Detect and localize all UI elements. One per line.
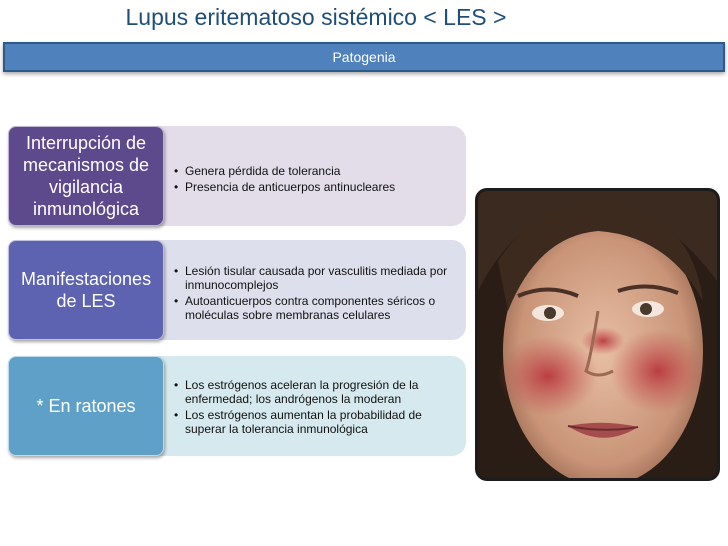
bullet-list xyxy=(174,378,456,438)
bullet-list xyxy=(174,264,456,324)
row-label: * En ratones xyxy=(36,396,136,416)
row-manifestaciones xyxy=(8,240,466,340)
row-ratones xyxy=(8,356,466,456)
patient-photo xyxy=(475,188,720,481)
subtitle-text: Patogenia xyxy=(332,49,396,65)
bullet-item: • Los estrógenos aceleran la progresión de la enfermedad; los andrógenos la moderan xyxy=(174,378,456,406)
row-label-tile xyxy=(8,126,164,226)
bullet-item: • Los estrógenos aumentan la probabilidad de superar la tolerancia inmunológica xyxy=(174,408,456,436)
row-label-tile xyxy=(8,240,164,340)
patient-face-illustration xyxy=(478,191,717,478)
row-label: Manifestaciones de LES xyxy=(21,269,152,311)
bullet-list xyxy=(174,164,456,196)
subtitle-bar xyxy=(3,42,725,72)
slide-title xyxy=(0,4,728,31)
bullet-item: • Genera pérdida de tolerancia xyxy=(174,164,456,178)
row-vigilancia xyxy=(8,126,466,226)
bullet-item: • Autoanticuerpos contra componentes séricos o moléculas sobre membranas celulares xyxy=(174,294,456,322)
slide-title-text: Lupus eritematoso sistémico < LES > xyxy=(125,4,507,30)
bullet-item: • Lesión tisular causada por vasculitis mediada por inmunocomplejos xyxy=(174,264,456,292)
row-label: Interrupción de mecanismos de vigilancia inmunológica xyxy=(22,133,150,219)
row-label-tile xyxy=(8,356,164,456)
bullet-item: • Presencia de anticuerpos antinucleares xyxy=(174,180,456,194)
